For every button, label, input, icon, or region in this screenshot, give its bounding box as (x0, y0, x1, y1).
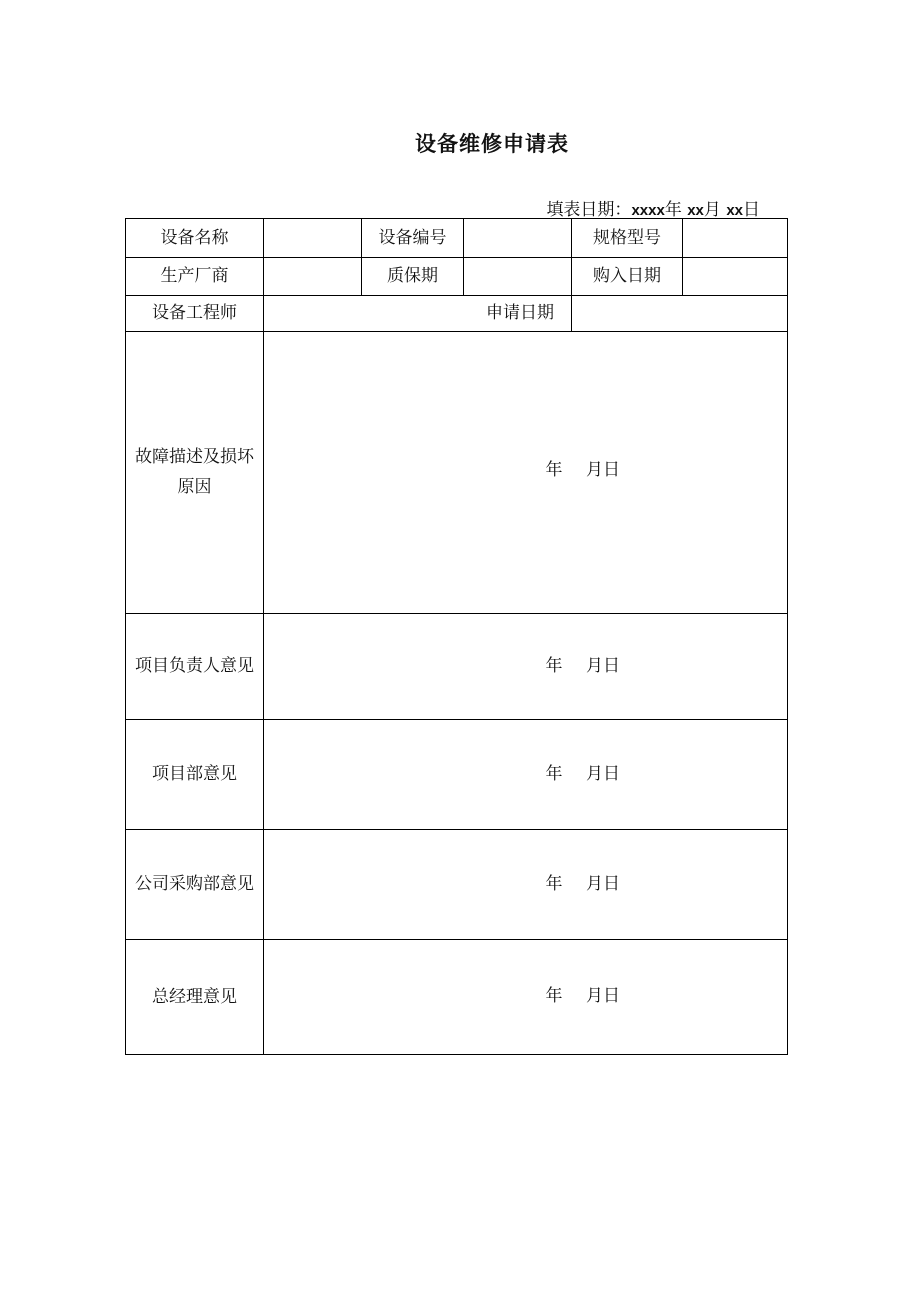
gm-opinion-label: 总经理意见 (126, 940, 264, 1055)
table-row (126, 720, 788, 830)
equipment-number-field[interactable] (464, 219, 572, 258)
fill-day-field[interactable]: xx (726, 202, 743, 219)
project-lead-opinion-field[interactable] (264, 614, 788, 720)
manufacturer-field[interactable] (264, 258, 362, 296)
engineer-label: 设备工程师 (126, 296, 264, 332)
project-dept-date (522, 764, 620, 784)
equipment-name-field[interactable] (264, 219, 362, 258)
warranty-field[interactable] (464, 258, 572, 296)
equipment-number-label: 设备编号 (362, 219, 464, 258)
table-row (126, 219, 788, 258)
date-month-day-label: 月日 (586, 764, 620, 784)
fill-day-unit: 日 (743, 200, 760, 220)
purchase-date-field[interactable] (683, 258, 788, 296)
page-title: 设备维修申请表 (415, 132, 569, 156)
purchasing-date (522, 874, 620, 894)
table-row (126, 614, 788, 720)
date-year-label: 年 (545, 460, 563, 480)
spec-model-field[interactable] (683, 219, 788, 258)
date-month-day-label: 月日 (586, 986, 620, 1006)
purchasing-opinion-field[interactable] (264, 830, 788, 940)
project-dept-opinion-label: 项目部意见 (126, 720, 264, 830)
table-row (126, 332, 788, 614)
project-lead-date (522, 656, 620, 676)
apply-date-label: 申请日期 (264, 296, 572, 332)
purchase-date-label: 购入日期 (572, 258, 683, 296)
fill-date (546, 195, 760, 220)
date-month-day-label: 月日 (586, 460, 620, 480)
table-row (126, 830, 788, 940)
project-dept-opinion-field[interactable] (264, 720, 788, 830)
fault-description-field[interactable] (264, 332, 788, 614)
table-row (126, 258, 788, 296)
project-lead-opinion-label: 项目负责人意见 (126, 614, 264, 720)
gm-date (522, 986, 620, 1006)
fill-date-label: 填表日期： (546, 200, 632, 220)
repair-application-table (125, 218, 788, 1055)
fault-description-label: 故障描述及损坏原因 (126, 332, 264, 614)
table-row (126, 296, 788, 332)
date-year-label: 年 (545, 656, 563, 676)
fill-month-field[interactable]: xx (687, 202, 704, 219)
fill-year-field[interactable]: xxxx (631, 202, 665, 219)
date-year-label: 年 (545, 986, 563, 1006)
fill-month-unit: 月 (703, 200, 721, 220)
equipment-name-label: 设备名称 (126, 219, 264, 258)
date-month-day-label: 月日 (586, 874, 620, 894)
warranty-label: 质保期 (362, 258, 464, 296)
date-year-label: 年 (545, 764, 563, 784)
gm-opinion-field[interactable] (264, 940, 788, 1055)
spec-model-label: 规格型号 (572, 219, 683, 258)
purchasing-opinion-label: 公司采购部意见 (126, 830, 264, 940)
fill-year-unit: 年 (664, 200, 682, 220)
manufacturer-label: 生产厂商 (126, 258, 264, 296)
apply-date-field[interactable] (572, 296, 788, 332)
fault-date (522, 460, 620, 480)
date-year-label: 年 (545, 874, 563, 894)
table-row (126, 940, 788, 1055)
date-month-day-label: 月日 (586, 656, 620, 676)
